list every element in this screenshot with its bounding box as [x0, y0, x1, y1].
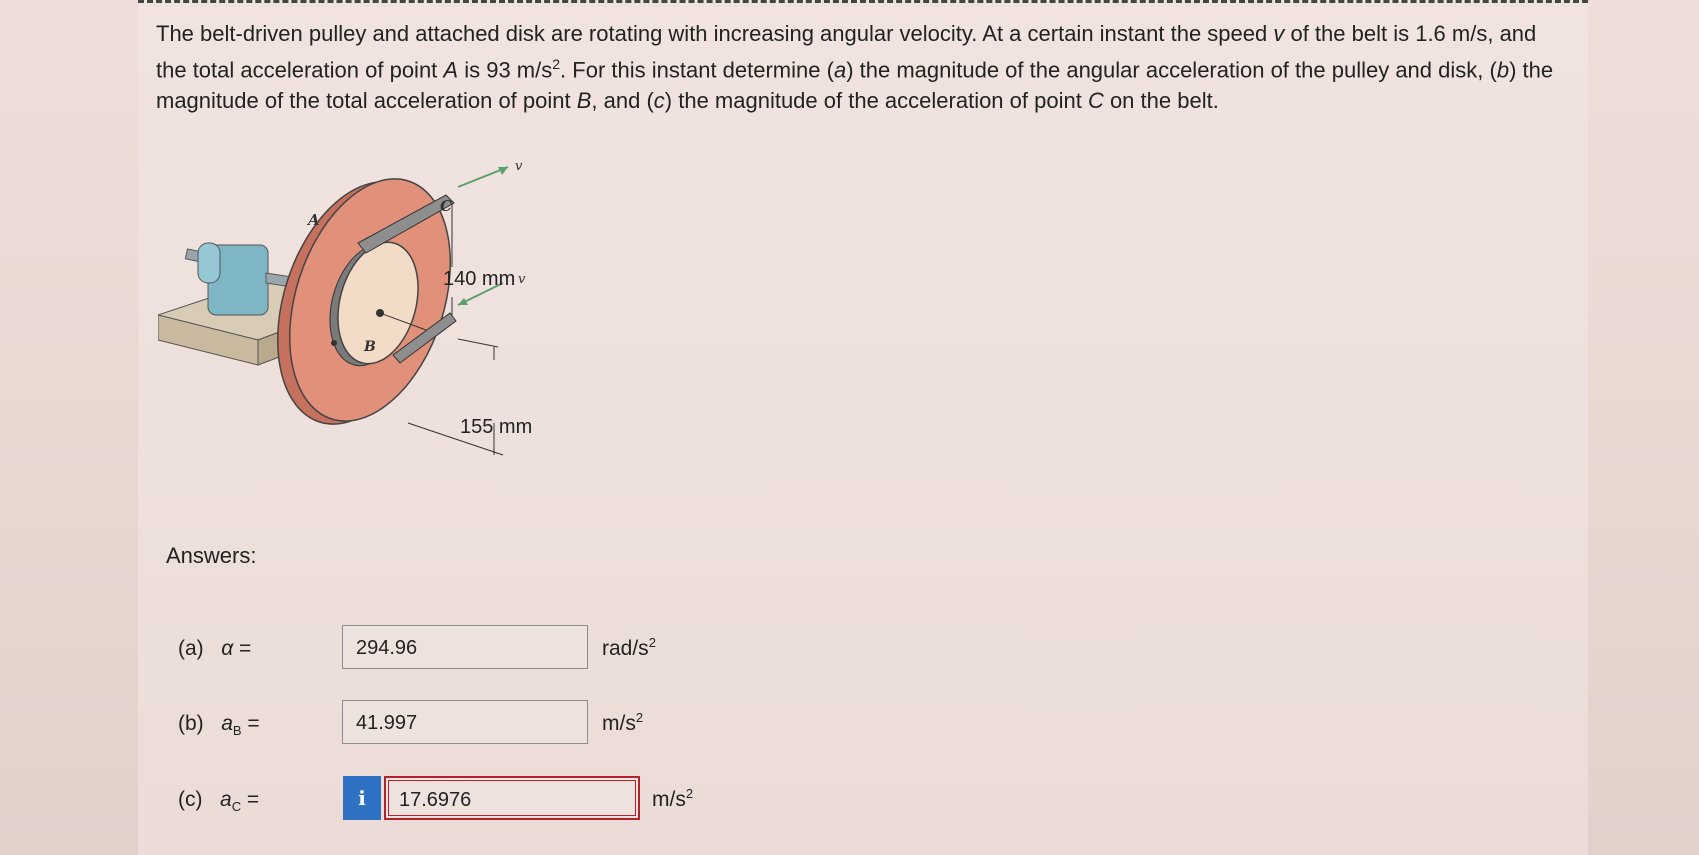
answer-input-a[interactable]: 294.96: [342, 625, 588, 669]
assignment-page: [138, 0, 1588, 855]
answer-input-c[interactable]: 17.6976: [384, 776, 640, 820]
label-B: B: [364, 339, 376, 355]
answer-unit-b: $m/s^2$: [602, 710, 644, 735]
label-A: A: [308, 211, 320, 229]
dimension-140mm: 140 mm: [443, 268, 516, 290]
pulley-diagram: [158, 155, 718, 515]
info-icon[interactable]: i: [343, 776, 381, 820]
answer-input-b[interactable]: 41.997: [342, 700, 588, 744]
answer-label-c: (c) $a_C$ =: [178, 788, 260, 815]
answer-label-a: (a) α =: [178, 637, 252, 660]
dimension-155mm: 155 mm: [460, 416, 533, 438]
label-v-lower: v: [518, 272, 526, 287]
top-divider: [138, 0, 1588, 7]
label-v-upper: v: [515, 159, 523, 174]
bearing-housing: [198, 243, 268, 315]
answers-heading: Answers:: [166, 543, 257, 568]
label-C: C: [440, 197, 452, 215]
answer-unit-c: $m/s^2$: [652, 786, 694, 811]
problem-statement: The belt-driven pulley and attached disk are rotating with increasing angular velocity. At a certain instant the speed v of the belt is 1.6 m/s, and the total acceleration of point A is 93 $m/s^2$. For this instant determine (a) the magnitude of the angular acceleration of the pulley and disk, (b) the magnitude of the total acceleration of point B, and (c) the magnitude of the acceleration of point C on the belt.: [156, 21, 1554, 114]
answer-label-b: (b) $a_B$ =: [178, 712, 260, 739]
answer-unit-a: rad/$s^2$: [602, 635, 656, 660]
